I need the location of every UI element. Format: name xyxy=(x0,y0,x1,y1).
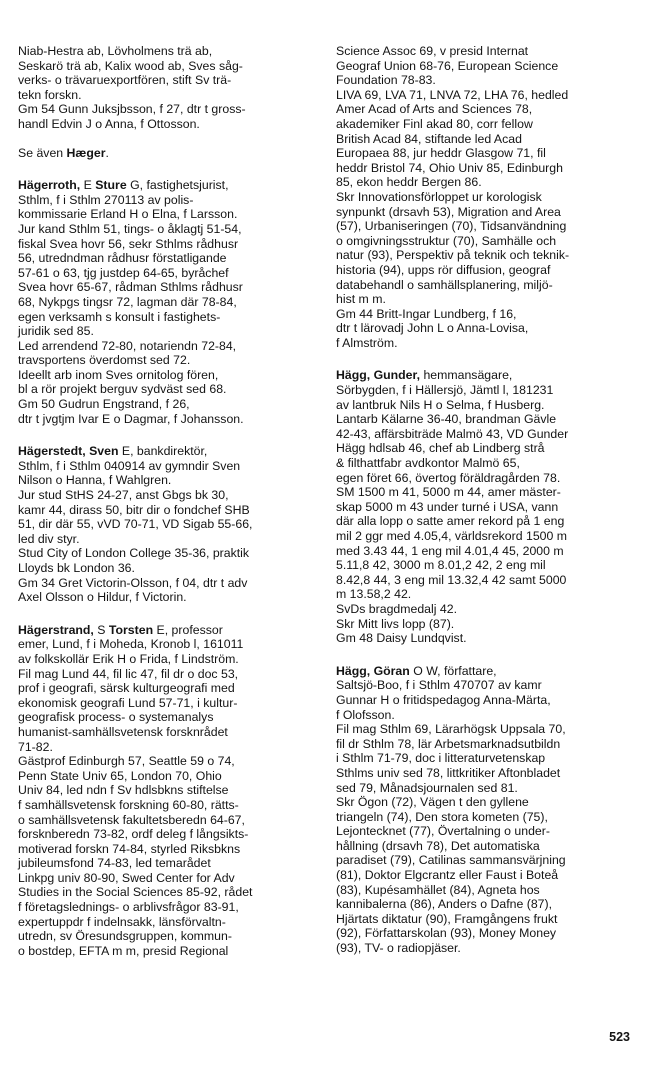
text-line xyxy=(18,295,323,310)
line-text: (57), Urbaniseringen (70), Tidsanvändning xyxy=(336,219,567,234)
text-line xyxy=(18,827,323,842)
line-text: Fil mag Lund 44, fil lic 47, fil dr o doc 53, xyxy=(18,666,239,681)
text-line xyxy=(18,856,323,871)
line-text: (83), Kupésamhället (84), Agneta hos xyxy=(336,882,540,897)
line-text: 68, Nykpgs tingsr 72, lagman där 78-84, xyxy=(18,294,237,309)
line-text: heddr Bristol 74, Ohio Univ 85, Edinburgh xyxy=(336,160,563,175)
line-text: handl Edvin J o Anna, f Ottosson. xyxy=(18,116,200,131)
line-text: f Olofsson. xyxy=(336,707,395,722)
text-line xyxy=(18,193,323,208)
text-line xyxy=(336,292,636,307)
page-number: 523 xyxy=(609,1030,630,1044)
text-line xyxy=(336,336,636,351)
text-line xyxy=(18,842,323,857)
text-line xyxy=(336,146,636,161)
line-text: Hägg hdlsab 46, chef ab Lindberg strå xyxy=(336,441,545,456)
text-line xyxy=(336,441,636,456)
text-line xyxy=(18,900,323,915)
text-line xyxy=(18,59,323,74)
text-line xyxy=(18,637,323,652)
line-text: forsknberedn 73-82, ordf deleg f långsikts- xyxy=(18,827,249,842)
line-text: tekn forskn. xyxy=(18,87,82,102)
entry-name: Hägerstrand, xyxy=(18,622,94,637)
line-text: o samhällsvetensk fakultetsberedn 64-67, xyxy=(18,812,245,827)
text-line xyxy=(336,412,636,427)
text-line xyxy=(336,485,636,500)
line-text: 5.11,8 42, 3000 m 8.01,2 42, 2 eng mil xyxy=(336,558,546,573)
text-line xyxy=(336,175,636,190)
text-line xyxy=(18,576,323,591)
spacer xyxy=(18,605,323,623)
line-text: Geograf Union 68-76, European Science xyxy=(336,58,559,73)
line-text: skap 5000 m 43 under turné i USA, vann xyxy=(336,499,559,514)
text-line xyxy=(336,751,636,766)
line-text: 42-43, affärsbiträde Malmö 43, VD Gunder xyxy=(336,426,569,441)
text-line xyxy=(18,710,323,725)
line-text: Axel Olsson o Hildur, f Victorin. xyxy=(18,590,187,605)
text-line xyxy=(336,248,636,263)
line-text: 57-61 o 63, tjg justdep 64-65, byråchef xyxy=(18,265,229,280)
text-line xyxy=(18,929,323,944)
spacer xyxy=(18,160,323,178)
line-text: Studies in the Social Sciences 85-92, rådet xyxy=(18,885,253,900)
line-text: Foundation 78-83. xyxy=(336,73,436,88)
line-text: Gästprof Edinburgh 57, Seattle 59 o 74, xyxy=(18,754,235,769)
entry-heading-line xyxy=(18,623,323,638)
text-line xyxy=(336,219,636,234)
text-line xyxy=(18,459,323,474)
line-text: British Acad 84, stiftande led Acad xyxy=(336,131,522,146)
text-line xyxy=(336,737,636,752)
line-text: Skr Innovationsförloppet ur korologisk xyxy=(336,189,542,204)
text-line xyxy=(336,544,636,559)
text-line xyxy=(336,529,636,544)
line-text: 85, ekon heddr Bergen 86. xyxy=(336,175,482,190)
entry-text: E xyxy=(80,178,96,193)
line-text: Stud City of London College 35-36, praktik xyxy=(18,546,250,561)
spacer xyxy=(336,350,636,368)
line-text: synpunkt (drsavh 53), Migration and Area xyxy=(336,204,561,219)
cross-reference: Hæger xyxy=(66,145,106,160)
text-line xyxy=(336,307,636,322)
text-line xyxy=(18,725,323,740)
line-text: 71-82. xyxy=(18,739,53,754)
text-line xyxy=(336,471,636,486)
line-text: Seskarö trä ab, Kalix wood ab, Sves såg- xyxy=(18,58,243,73)
line-text: prof i geografi, särsk kulturgeografi med xyxy=(18,681,235,696)
line-text: m 13.58,2 42. xyxy=(336,587,412,602)
text-line xyxy=(18,146,323,161)
line-text: av lantbruk Nils H o Selma, f Husberg. xyxy=(336,397,545,412)
line-text: dtr t jvgtjm Ivar E o Dagmar, f Johansson. xyxy=(18,411,244,426)
line-text: 56, utredndman rådhusr förstatligande xyxy=(18,251,227,266)
text-line xyxy=(336,59,636,74)
text-line xyxy=(18,740,323,755)
text-line xyxy=(336,587,636,602)
line-text: Gm 50 Gudrun Engstrand, f 26, xyxy=(18,397,190,412)
line-text: Saltsjö-Boo, f i Sthlm 470707 av kamr xyxy=(336,678,542,693)
text-line xyxy=(336,781,636,796)
line-text: kommissarie Erland H o Elna, f Larsson. xyxy=(18,207,238,222)
text-line xyxy=(336,456,636,471)
text-line xyxy=(336,868,636,883)
text-line xyxy=(336,766,636,781)
text-line xyxy=(18,117,323,132)
line-text: triangeln (74), Den stora kometen (75), xyxy=(336,809,548,824)
line-text: Led arrendend 72-80, notariendn 72-84, xyxy=(18,338,237,353)
text-line xyxy=(18,102,323,117)
text-line xyxy=(18,324,323,339)
line-text: Nilson o Hanna, f Wahlgren. xyxy=(18,473,172,488)
right-column xyxy=(336,44,636,956)
entry-heading-line xyxy=(18,178,323,193)
text-line xyxy=(18,88,323,103)
text-line xyxy=(18,590,323,605)
line-text: kannibalerna (86), Anders o Dafne (87), xyxy=(336,897,553,912)
entry-name: Hägerroth, xyxy=(18,178,81,193)
text-line xyxy=(336,853,636,868)
line-text: databehandl o samhällsplanering, miljö- xyxy=(336,277,553,292)
text-line xyxy=(18,667,323,682)
line-text: Se även xyxy=(18,145,67,160)
text-line xyxy=(18,251,323,266)
text-line xyxy=(336,427,636,442)
line-text: av folkskollär Erik H o Frida, f Lindström. xyxy=(18,651,239,666)
text-line xyxy=(336,117,636,132)
text-line xyxy=(18,266,323,281)
line-text: Hjärtats diktatur (90), Framgångens frukt xyxy=(336,911,558,926)
line-text: Penn State Univ 65, London 70, Ohio xyxy=(18,768,222,783)
text-line xyxy=(18,696,323,711)
line-text: f samhällsvetensk forskning 60-80, rätts- xyxy=(18,797,239,812)
text-line xyxy=(18,681,323,696)
text-line xyxy=(336,926,636,941)
text-line xyxy=(336,558,636,573)
text-line xyxy=(336,88,636,103)
line-text: motiverad forskn 74-84, styrled Riksbkns xyxy=(18,841,241,856)
text-line xyxy=(336,73,636,88)
line-text: Gm 48 Daisy Lundqvist. xyxy=(336,631,467,646)
text-line xyxy=(336,514,636,529)
text-line xyxy=(18,561,323,576)
line-text: f företagslednings- o arblivsfrågor 83-91, xyxy=(18,900,239,915)
spacer xyxy=(18,426,323,444)
text-line xyxy=(18,397,323,412)
line-text: dtr t lärovadj John L o Anna-Lovisa, xyxy=(336,321,529,336)
entry-text: hemmansägare, xyxy=(420,368,513,383)
line-text: Sörbygden, f i Hällersjö, Jämtl l, 181231 xyxy=(336,383,554,398)
line-text: Lloyds bk London 36. xyxy=(18,561,135,575)
text-line xyxy=(18,368,323,383)
line-text: fil dr Sthlm 78, lär Arbetsmarknadsutbildn xyxy=(336,736,561,751)
line-text: fiskal Svea hovr 56, sekr Sthlms rådhusr xyxy=(18,236,239,251)
text-line xyxy=(336,102,636,117)
entry-name: Hägg, Göran xyxy=(336,663,410,678)
text-line xyxy=(336,278,636,293)
text-line xyxy=(336,941,636,956)
line-text: Gm 44 Britt-Ingar Lundberg, f 16, xyxy=(336,306,517,321)
text-line xyxy=(336,205,636,220)
line-text: Gunnar H o fritidspedagog Anna-Märta, xyxy=(336,692,551,707)
line-text: Fil mag Sthlm 69, Lärarhögsk Uppsala 70, xyxy=(336,722,566,737)
text-line xyxy=(18,280,323,295)
text-line xyxy=(18,222,323,237)
line-text: (93), TV- o radiopjäser. xyxy=(336,941,461,956)
text-line xyxy=(18,44,323,59)
line-text: Jur stud StHS 24-27, anst Gbgs bk 30, xyxy=(18,488,229,503)
line-text: verks- o trävaruexportfören, stift Sv trä- xyxy=(18,73,232,88)
line-text: Europaea 88, jur heddr Glasgow 71, fil xyxy=(336,146,546,161)
text-line xyxy=(18,503,323,518)
text-line xyxy=(18,532,323,547)
text-line xyxy=(336,190,636,205)
line-text: Lejontecknet (77), Övertalning o under- xyxy=(336,824,550,839)
entry-heading-line xyxy=(336,368,636,383)
line-text: Ideellt arb inom Sves ornitolog fören, xyxy=(18,367,219,382)
line-text: med 3.43 44, 1 eng mil 4.01,4 45, 2000 m xyxy=(336,543,564,558)
text-line xyxy=(336,722,636,737)
text-line xyxy=(18,207,323,222)
line-text: Lantarb Kälarne 36-40, brandman Gävle xyxy=(336,412,557,427)
text-line xyxy=(336,708,636,723)
text-line xyxy=(18,944,323,959)
text-line xyxy=(18,813,323,828)
line-text: historia (94), upps rör diffusion, geograf xyxy=(336,262,551,277)
line-text: jubileumsfond 74-83, led temarådet xyxy=(18,856,211,871)
text-line xyxy=(336,631,636,646)
line-text: hållning (drsavh 78), Det automatiska xyxy=(336,838,540,853)
line-text: Gm 34 Gret Victorin-Olsson, f 04, dtr t adv xyxy=(18,575,248,590)
text-line xyxy=(336,912,636,927)
text-line xyxy=(336,839,636,854)
entry-heading-line xyxy=(18,444,323,459)
text-line xyxy=(18,783,323,798)
text-line xyxy=(336,678,636,693)
line-text: emer, Lund, f i Moheda, Kronob l, 161011 xyxy=(18,637,244,652)
line-text: SM 1500 m 41, 5000 m 44, amer mäster- xyxy=(336,485,561,500)
text-line xyxy=(336,398,636,413)
line-text: expertuppdr f indelnsakk, länsförvaltn- xyxy=(18,914,226,929)
text-line xyxy=(336,500,636,515)
line-text: o bostdep, EFTA m m, presid Regional xyxy=(18,943,229,958)
line-text: Science Assoc 69, v presid Internat xyxy=(336,44,529,58)
line-text: SvDs bragdmedalj 42. xyxy=(336,601,457,616)
line-text: Svea hovr 65-67, rådman Sthlms rådhusr xyxy=(18,280,243,295)
line-text: travsportens överdomst sed 72. xyxy=(18,353,191,368)
line-text: kamr 44, dirass 50, bitr dir o fondchef SHB xyxy=(18,502,250,517)
line-text: egen verksamh s konsult i fastighets- xyxy=(18,309,221,324)
line-text: 51, dir där 55, vVD 70-71, VD Sigab 55-66, xyxy=(18,517,253,532)
text-line xyxy=(336,573,636,588)
line-text: mil 2 ggr med 4.05,4, världsrekord 1500 m xyxy=(336,529,568,543)
text-line xyxy=(18,310,323,325)
text-line xyxy=(18,382,323,397)
line-text: Skr Ögon (72), Vägen t den gyllene xyxy=(336,795,529,810)
line-text: 8.42,8 44, 3 eng mil 13.32,4 42 samt 5000 xyxy=(336,572,567,587)
entry-name: Hägg, Gunder, xyxy=(336,368,421,383)
text-line xyxy=(18,353,323,368)
line-text: Niab-Hestra ab, Lövholmens trä ab, xyxy=(18,44,213,58)
spacer xyxy=(18,132,323,146)
text-line xyxy=(18,517,323,532)
entry-name: Torsten xyxy=(108,622,154,637)
entry-name: Sture xyxy=(95,178,127,193)
entry-heading-line xyxy=(336,664,636,679)
text-line xyxy=(336,234,636,249)
text-line xyxy=(18,798,323,813)
text-line xyxy=(336,883,636,898)
line-text: . xyxy=(105,145,109,160)
line-text: Sthlms univ sed 78, littkritiker Aftonbladet xyxy=(336,765,561,780)
text-line xyxy=(18,546,323,561)
text-line xyxy=(336,810,636,825)
line-text: ekonomisk geografi Lund 57-71, i kultur- xyxy=(18,695,238,710)
line-text: Univ 84, led ndn f Sv hdlsbkns stiftelse xyxy=(18,783,229,798)
line-text: Gm 54 Gunn Juksjbsson, f 27, dtr t gross- xyxy=(18,102,246,117)
text-line xyxy=(18,473,323,488)
line-text: sed 79, Månadsjournalen sed 81. xyxy=(336,780,518,795)
entry-text: E, bankdirektör, xyxy=(118,444,208,459)
line-text: Skr Mitt livs lopp (87). xyxy=(336,616,455,631)
text-line xyxy=(336,321,636,336)
text-line xyxy=(336,263,636,278)
text-line xyxy=(336,44,636,59)
line-text: juridik sed 85. xyxy=(18,324,94,339)
text-line xyxy=(18,237,323,252)
text-line xyxy=(336,132,636,147)
spacer xyxy=(336,646,636,664)
line-text: hist m m. xyxy=(336,292,386,307)
text-line xyxy=(18,652,323,667)
line-text: paradiset (79), Catilinas sammansvärjning xyxy=(336,853,566,868)
text-line xyxy=(18,339,323,354)
text-line xyxy=(18,885,323,900)
left-column xyxy=(18,44,323,958)
line-text: (92), Författarskolan (93), Money Money xyxy=(336,926,557,941)
line-text: led div styr. xyxy=(18,531,80,546)
text-line xyxy=(336,383,636,398)
text-line xyxy=(18,769,323,784)
text-line xyxy=(336,602,636,617)
line-text: i Sthlm 71-79, doc i litteraturvetenskap xyxy=(336,751,546,766)
text-line xyxy=(336,161,636,176)
text-line xyxy=(18,871,323,886)
line-text: natur (93), Perspektiv på teknik och teknik- xyxy=(336,248,570,263)
line-text: geografisk process- o systemanalys xyxy=(18,710,214,725)
line-text: Sthlm, f i Sthlm 040914 av gymndir Sven xyxy=(18,458,241,473)
line-text: f Almström. xyxy=(336,335,398,350)
line-text: & filthattfabr avdkontor Malmö 65, xyxy=(336,456,520,471)
line-text: egen föret 66, övertog föräldragården 78. xyxy=(336,470,561,485)
line-text: där alla lopp o satte amer rekord på 1 eng xyxy=(336,514,565,529)
line-text: Linkpg univ 80-90, Swed Center for Adv xyxy=(18,870,235,885)
text-line xyxy=(336,824,636,839)
entry-text: G, fastighetsjurist, xyxy=(126,178,229,193)
entry-text: E, professor xyxy=(153,622,223,637)
text-line xyxy=(336,897,636,912)
line-text: Sthlm, f i Sthlm 270113 av polis- xyxy=(18,192,194,207)
line-text: o omgivningsstruktur (70), Samhälle och xyxy=(336,233,557,248)
line-text: utredn, sv Öresundsgruppen, kommun- xyxy=(18,929,232,944)
text-line xyxy=(336,617,636,632)
entry-text: S xyxy=(93,622,109,637)
entry-name: Hägerstedt, Sven xyxy=(18,444,119,459)
line-text: Jur kand Sthlm 51, tings- o åklagtj 51-54, xyxy=(18,221,242,236)
text-line xyxy=(336,795,636,810)
line-text: LIVA 69, LVA 71, LNVA 72, LHA 76, hedled xyxy=(336,87,569,102)
line-text: bl a rör projekt berguv sydväst sed 68. xyxy=(18,382,227,397)
line-text: humanist-samhällsvetensk forsknrådet xyxy=(18,724,228,739)
text-line xyxy=(18,412,323,427)
text-line xyxy=(18,915,323,930)
text-line xyxy=(18,488,323,503)
text-line xyxy=(18,73,323,88)
text-line xyxy=(18,754,323,769)
line-text: akademiker Finl akad 80, corr fellow xyxy=(336,116,533,131)
text-line xyxy=(336,693,636,708)
line-text: Amer Acad of Arts and Sciences 78, xyxy=(336,102,533,117)
entry-text: O W, författare, xyxy=(409,663,497,678)
line-text: (81), Doktor Elgcrantz eller Faust i Boteå xyxy=(336,868,559,883)
